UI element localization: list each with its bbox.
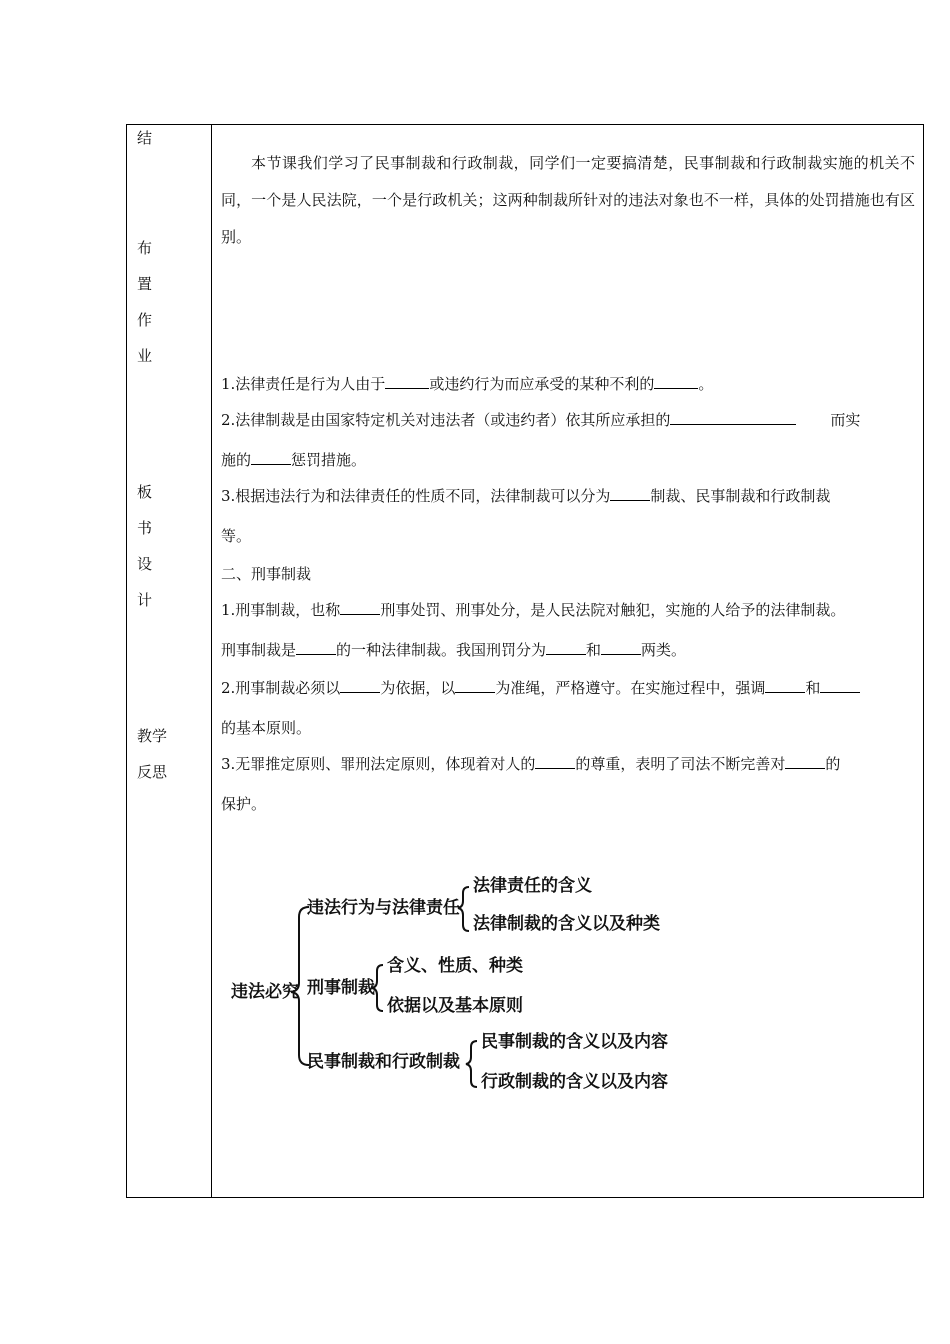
label-jiaoxue-2: 反思 xyxy=(137,763,168,781)
summary-paragraph: 本节课我们学习了民事制裁和行政制裁，同学们一定要搞清楚，民事制裁和行政制裁实施的机关不同，一个是人民法院，一个是行政机关；这两种制裁所针对的违法对象也不一样，具体的处罚措施也有区别。 xyxy=(221,154,915,246)
branch-2-brace-icon xyxy=(372,965,383,1011)
homework-q3: 3.根据违法行为和法律责任的性质不同，法律制裁可以分为 制裁、民事制裁和行政制裁 xyxy=(221,487,831,505)
lesson-table xyxy=(126,124,924,1198)
label-buzhi-1: 布 xyxy=(137,239,153,257)
criminal-p2-cont: 的基本原则。 xyxy=(221,719,312,737)
content-column xyxy=(221,125,915,1195)
mind-map xyxy=(231,835,711,1165)
mindmap-branch-1-item-1: 法律责任的含义 xyxy=(473,876,592,896)
homework-q1: 1.法律责任是行为人由于 或违约行为而应承受的某种不利的 。 xyxy=(221,375,714,393)
mindmap-branch-2-item-2: 依据以及基本原则 xyxy=(387,996,523,1016)
label-buzhi-3: 作 xyxy=(137,311,153,329)
branch-1-brace-icon xyxy=(458,887,469,931)
mindmap-branch-2: 刑事制裁 xyxy=(307,978,375,998)
label-buzhi-4: 业 xyxy=(137,347,153,365)
mindmap-branch-1: 违法行为与法律责任 xyxy=(307,898,460,918)
section-heading: 二、刑事制裁 xyxy=(221,565,312,583)
criminal-p1-cont: 刑事制裁是 的一种法律制裁。我国刑罚分为 和 两类。 xyxy=(221,641,687,659)
homework-q2-cont: 施的 惩罚措施。 xyxy=(221,451,367,469)
mindmap-branch-1-item-2: 法律制裁的含义以及种类 xyxy=(473,914,660,934)
label-banshu-1: 板 xyxy=(137,483,153,501)
homework-q3-cont: 等。 xyxy=(221,527,252,545)
column-divider xyxy=(211,125,212,1197)
mindmap-root: 违法必究 xyxy=(231,982,299,1002)
mindmap-branch-3-item-1: 民事制裁的含义以及内容 xyxy=(481,1032,668,1052)
mindmap-branch-2-item-1: 含义、性质、种类 xyxy=(387,956,523,976)
label-banshu-2: 书 xyxy=(137,519,153,537)
label-buzhi-2: 置 xyxy=(137,275,153,293)
label-jiaoxue-1: 教学 xyxy=(137,727,168,745)
mindmap-branch-3-item-2: 行政制裁的含义以及内容 xyxy=(481,1072,668,1092)
homework-q2: 2.法律制裁是由国家特定机关对违法者（或违约者）依其所应承担的 而实 xyxy=(221,411,861,429)
label-banshu-3: 设 xyxy=(137,555,153,573)
criminal-p1: 1.刑事制裁，也称 刑事处罚、刑事处分，是人民法院对触犯，实施的人给予的法律制裁。 xyxy=(221,601,846,619)
mindmap-branch-3: 民事制裁和行政制裁 xyxy=(307,1052,460,1072)
label-jie: 结 xyxy=(137,129,153,147)
criminal-p3: 3.无罪推定原则、罪刑法定原则，体现着对人的 的尊重，表明了司法不断完善对 的 xyxy=(221,755,841,773)
criminal-p2: 2.刑事制裁必须以 为依据，以 为准绳，严格遵守。在实施过程中，强调 和 xyxy=(221,677,860,698)
branch-3-brace-icon xyxy=(466,1041,477,1087)
criminal-p3-cont: 保护。 xyxy=(221,795,267,813)
label-banshu-4: 计 xyxy=(137,591,153,609)
